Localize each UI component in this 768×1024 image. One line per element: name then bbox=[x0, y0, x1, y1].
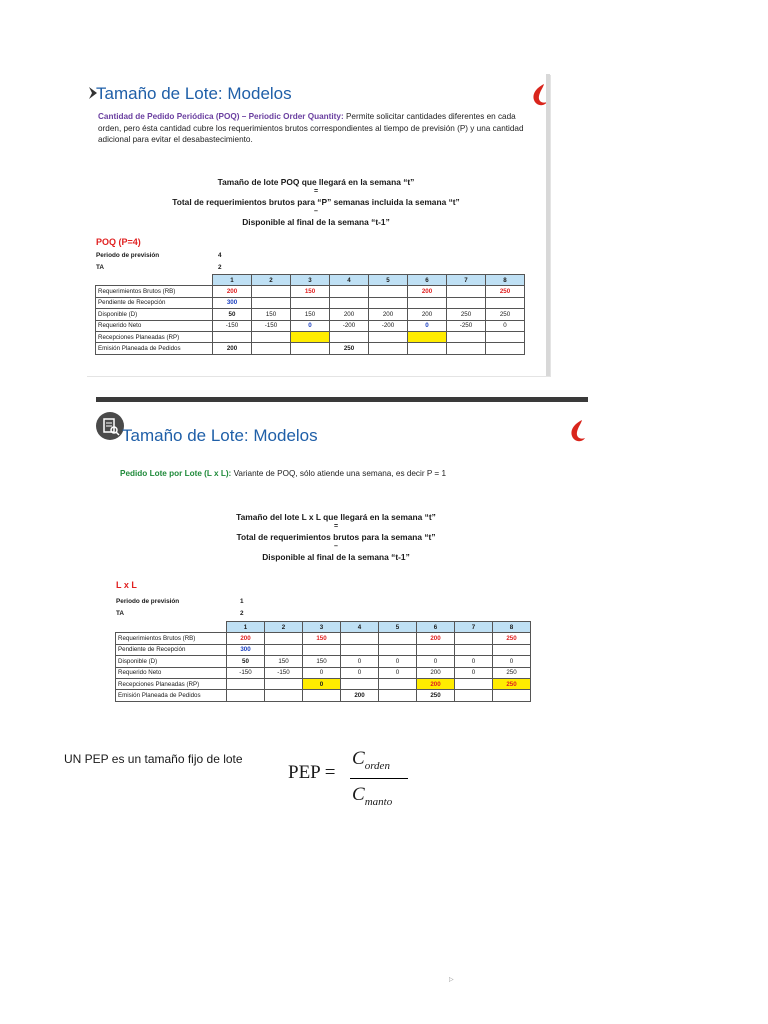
week-header: 5 bbox=[379, 622, 417, 633]
week-header: 6 bbox=[408, 275, 447, 286]
table-cell: 200 bbox=[213, 343, 252, 354]
table-cell bbox=[447, 331, 486, 342]
week-header: 2 bbox=[265, 622, 303, 633]
table-cell bbox=[369, 286, 408, 297]
edge-bar bbox=[546, 74, 550, 376]
table-cell bbox=[369, 297, 408, 308]
table-cell: -200 bbox=[330, 320, 369, 331]
table-cell bbox=[447, 297, 486, 308]
table-cell: 200 bbox=[417, 678, 455, 689]
week-header: 5 bbox=[369, 275, 408, 286]
row-label: Emisión Planeada de Pedidos bbox=[116, 690, 227, 701]
table-cell: -150 bbox=[213, 320, 252, 331]
table-cell: 300 bbox=[227, 644, 265, 655]
table-row bbox=[96, 286, 525, 297]
table-row bbox=[116, 644, 531, 655]
param-value: 2 bbox=[218, 264, 222, 271]
denominator-sub: manto bbox=[364, 795, 393, 808]
table-cell: 0 bbox=[417, 656, 455, 667]
table-cell bbox=[252, 343, 291, 354]
table-cell: 250 bbox=[493, 633, 531, 644]
poq-formula-block bbox=[146, 176, 486, 228]
table-cell: 0 bbox=[341, 667, 379, 678]
formula-minus: – bbox=[334, 543, 338, 550]
table-row bbox=[116, 633, 531, 644]
slide-title: Tamaño de Lote: Modelos bbox=[122, 426, 318, 445]
table-cell bbox=[379, 678, 417, 689]
table-cell: -150 bbox=[252, 320, 291, 331]
slide-title: Tamaño de Lote: Modelos bbox=[96, 84, 292, 103]
week-header: 6 bbox=[417, 622, 455, 633]
week-header: 3 bbox=[303, 622, 341, 633]
row-label: Requerido Neto bbox=[116, 667, 227, 678]
table-row bbox=[116, 678, 531, 689]
formula-line-2: Total de requerimientos brutos para la semana “t” bbox=[236, 532, 436, 542]
table-cell: 0 bbox=[486, 320, 525, 331]
lxl-formula-block bbox=[156, 511, 516, 563]
formula-line-2: Total de requerimientos brutos para “P” semanas incluida la semana “t” bbox=[172, 197, 460, 207]
table-cell bbox=[252, 286, 291, 297]
table-cell bbox=[252, 331, 291, 342]
table-cell: 250 bbox=[486, 286, 525, 297]
table-cell bbox=[447, 343, 486, 354]
poq-slide bbox=[86, 74, 550, 376]
row-label: Recepciones Planeadas (RP) bbox=[96, 331, 213, 342]
table-cell bbox=[369, 331, 408, 342]
param-label: Periodo de previsión bbox=[96, 252, 160, 259]
table-cell: 0 bbox=[379, 667, 417, 678]
week-header: 4 bbox=[341, 622, 379, 633]
pep-sentence: UN PEP es un tamaño fijo de lote bbox=[64, 752, 243, 766]
table-cell bbox=[408, 343, 447, 354]
fraction-bar bbox=[350, 778, 408, 779]
table-cell: 150 bbox=[291, 286, 330, 297]
poq-heading: Cantidad de Pedido Periódica (POQ) – Periodic Order Quantity: bbox=[98, 112, 344, 121]
param-label: TA bbox=[116, 610, 125, 617]
table-cell: 250 bbox=[493, 667, 531, 678]
table-cell: 0 bbox=[303, 667, 341, 678]
week-header: 7 bbox=[455, 622, 493, 633]
row-label: Pendiente de Recepción bbox=[96, 297, 213, 308]
lxl-description-text: Variante de POQ, sólo atiende una semana, es decir P = 1 bbox=[231, 469, 447, 478]
param-label: TA bbox=[96, 264, 105, 271]
table-cell bbox=[341, 678, 379, 689]
table-row bbox=[96, 343, 525, 354]
table-cell: 0 bbox=[341, 656, 379, 667]
table-row bbox=[116, 690, 531, 701]
formula-line-3: Disponible al final de la semana “t-1” bbox=[242, 217, 390, 227]
table-cell: 0 bbox=[455, 667, 493, 678]
table-cell bbox=[227, 678, 265, 689]
table-cell bbox=[379, 644, 417, 655]
row-label: Pendiente de Recepción bbox=[116, 644, 227, 655]
poq-description-text: Permite solicitar cantidades diferentes en cada orden, pero ésta cantidad cubre los requerimientos brutos correspondientes al tiempo de previsión (P) y una cantidad adicional para evitar el desabastecimiento. bbox=[98, 112, 524, 144]
table-cell: 0 bbox=[379, 656, 417, 667]
table-cell bbox=[379, 633, 417, 644]
table-cell bbox=[417, 644, 455, 655]
table-row bbox=[116, 667, 531, 678]
poq-description bbox=[98, 111, 538, 146]
table-header-row bbox=[96, 275, 525, 286]
table-cell bbox=[455, 644, 493, 655]
table-cell: 200 bbox=[213, 286, 252, 297]
param-value: 2 bbox=[240, 610, 244, 617]
week-header: 8 bbox=[493, 622, 531, 633]
table-cell bbox=[265, 678, 303, 689]
table-cell: 200 bbox=[227, 633, 265, 644]
table-cell: 200 bbox=[369, 309, 408, 320]
param-value: 1 bbox=[240, 598, 244, 605]
table-cell bbox=[455, 633, 493, 644]
lxl-description bbox=[120, 468, 560, 480]
lxl-heading: Pedido Lote por Lote (L x L): bbox=[120, 469, 232, 478]
table-row bbox=[116, 656, 531, 667]
table-cell: 250 bbox=[486, 309, 525, 320]
table-cell: -150 bbox=[227, 667, 265, 678]
table-cell: -150 bbox=[265, 667, 303, 678]
table-cell: 250 bbox=[447, 309, 486, 320]
formula-line-1: Tamaño del lote L x L que llegará en la semana “t” bbox=[236, 512, 436, 522]
table-cell: 250 bbox=[330, 343, 369, 354]
table-cell: 150 bbox=[291, 309, 330, 320]
table-row bbox=[96, 320, 525, 331]
section-title: POQ (P=4) bbox=[96, 237, 141, 247]
table-cell bbox=[493, 644, 531, 655]
table-cell: 0 bbox=[408, 320, 447, 331]
param-value: 4 bbox=[218, 252, 222, 259]
numerator-sub: orden bbox=[364, 759, 390, 772]
numerator-main: C bbox=[352, 748, 365, 769]
denominator-main: C bbox=[352, 784, 365, 805]
table-cell bbox=[455, 678, 493, 689]
table-cell bbox=[486, 297, 525, 308]
table-cell bbox=[341, 644, 379, 655]
row-label: Recepciones Planeadas (RP) bbox=[116, 678, 227, 689]
table-cell: 200 bbox=[408, 309, 447, 320]
table-header-row bbox=[116, 622, 531, 633]
row-label: Requerimientos Brutos (RB) bbox=[96, 286, 213, 297]
table-cell bbox=[303, 644, 341, 655]
table-cell bbox=[408, 297, 447, 308]
table-cell bbox=[486, 343, 525, 354]
row-label: Emisión Planeada de Pedidos bbox=[96, 343, 213, 354]
table-cell bbox=[265, 644, 303, 655]
row-label: Disponible (D) bbox=[96, 309, 213, 320]
week-header: 3 bbox=[291, 275, 330, 286]
table-row bbox=[96, 309, 525, 320]
table-cell bbox=[303, 690, 341, 701]
mouse-cursor-icon: ▷ bbox=[449, 977, 454, 983]
table-cell: 250 bbox=[493, 678, 531, 689]
row-label: Requerimientos Brutos (RB) bbox=[116, 633, 227, 644]
table-cell bbox=[265, 690, 303, 701]
table-cell: 150 bbox=[265, 656, 303, 667]
table-cell: 50 bbox=[213, 309, 252, 320]
row-label: Disponible (D) bbox=[116, 656, 227, 667]
table-cell bbox=[330, 297, 369, 308]
table-cell bbox=[213, 331, 252, 342]
table-cell: 200 bbox=[408, 286, 447, 297]
week-header: 4 bbox=[330, 275, 369, 286]
formula-line-1: Tamaño de lote POQ que llegará en la semana “t” bbox=[217, 177, 415, 187]
table-cell bbox=[265, 633, 303, 644]
table-cell: -250 bbox=[447, 320, 486, 331]
table-cell bbox=[291, 343, 330, 354]
week-header: 1 bbox=[213, 275, 252, 286]
row-label: Requerido Neto bbox=[96, 320, 213, 331]
table-cell: 200 bbox=[330, 309, 369, 320]
table-cell: 250 bbox=[417, 690, 455, 701]
poq-mrp-table bbox=[95, 274, 525, 355]
search-document-icon bbox=[96, 412, 124, 440]
table-cell bbox=[379, 690, 417, 701]
table-cell bbox=[369, 343, 408, 354]
formula-equals: = bbox=[313, 188, 319, 195]
blank-cell bbox=[96, 275, 213, 286]
table-cell: -200 bbox=[369, 320, 408, 331]
formula-numerator bbox=[352, 748, 390, 772]
table-cell: 50 bbox=[227, 656, 265, 667]
table-cell bbox=[447, 286, 486, 297]
table-cell: 0 bbox=[455, 656, 493, 667]
param-label: Periodo de previsión bbox=[116, 598, 180, 605]
table-row bbox=[96, 331, 525, 342]
table-cell bbox=[330, 331, 369, 342]
table-cell bbox=[252, 297, 291, 308]
table-cell bbox=[408, 331, 447, 342]
table-cell: 0 bbox=[303, 678, 341, 689]
week-header: 7 bbox=[447, 275, 486, 286]
table-cell bbox=[291, 297, 330, 308]
university-logo-icon bbox=[568, 418, 586, 444]
week-header: 1 bbox=[227, 622, 265, 633]
table-cell: 150 bbox=[303, 633, 341, 644]
table-cell bbox=[330, 286, 369, 297]
table-cell: 0 bbox=[291, 320, 330, 331]
table-cell bbox=[341, 633, 379, 644]
table-cell: 200 bbox=[417, 667, 455, 678]
table-cell: 200 bbox=[341, 690, 379, 701]
table-cell: 200 bbox=[417, 633, 455, 644]
table-cell bbox=[486, 331, 525, 342]
table-row bbox=[96, 297, 525, 308]
blank-cell bbox=[116, 622, 227, 633]
table-cell bbox=[493, 690, 531, 701]
section-title: L x L bbox=[116, 580, 137, 590]
formula-equals: = bbox=[333, 523, 339, 530]
week-header: 8 bbox=[486, 275, 525, 286]
table-cell: 150 bbox=[252, 309, 291, 320]
formula-line-3: Disponible al final de la semana “t-1” bbox=[262, 552, 410, 562]
table-cell: 150 bbox=[303, 656, 341, 667]
lxl-mrp-table bbox=[115, 621, 531, 702]
formula-lhs: PEP = bbox=[288, 762, 336, 783]
table-cell bbox=[227, 690, 265, 701]
table-cell bbox=[291, 331, 330, 342]
formula-minus: – bbox=[314, 208, 318, 215]
table-cell bbox=[455, 690, 493, 701]
table-cell: 0 bbox=[493, 656, 531, 667]
table-cell: 300 bbox=[213, 297, 252, 308]
formula-denominator bbox=[352, 784, 392, 808]
week-header: 2 bbox=[252, 275, 291, 286]
